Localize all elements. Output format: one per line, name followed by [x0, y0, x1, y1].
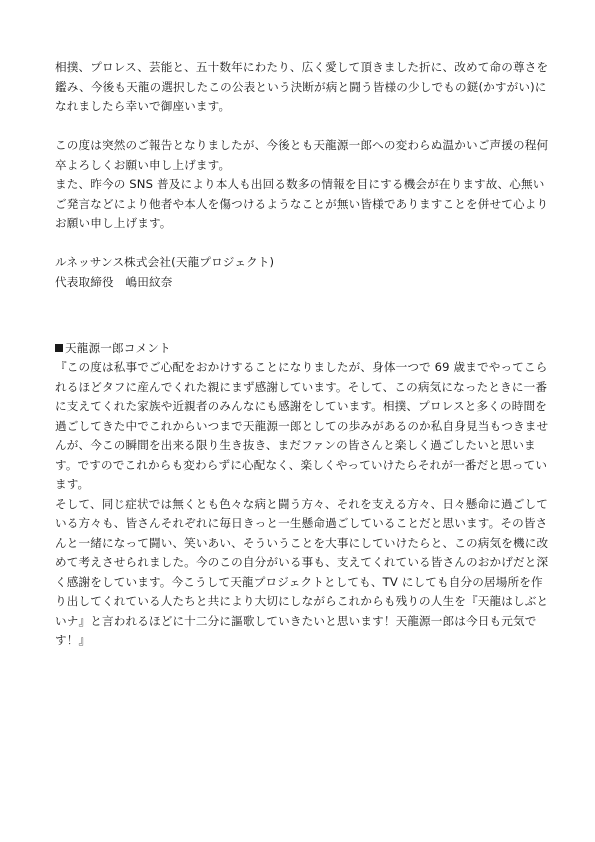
text-line: ご発言などにより他者や本人を傷つけるようなことが無い皆様でありますことを併せて心より — [55, 196, 549, 211]
text-line: 過ごしてきた中でこれからいつまで天龍源一郎としての歩みがあるのか私自身見当もつきませ — [55, 418, 549, 433]
text-line: 鑑み、今後も天龍の選択したこの公表という決断が病と闘う皆様の少しでもの鎹(かすがい)に — [55, 79, 547, 94]
text-line: お願い申し上げます。 — [55, 216, 172, 230]
text-line: ます。 — [55, 477, 90, 491]
text-line: す！』 — [55, 633, 91, 647]
text-line: また、昨今の SNS 普及により本人も出回る数多の情報を目にする機会が在ります故、心無い — [55, 177, 545, 191]
text-line: に支えてくれた家族や近親者のみんなにも感謝をしています。相撲、プロレスと多くの時間を — [55, 399, 547, 413]
text-line: この度は突然のご報告となりましたが、今後とも天龍源一郎への変わらぬ温かいご声援の程何 — [55, 138, 549, 152]
text-line: り出してくれている人たちと共により大切にしながらこれからも残りの人生を『天龍はしぶと — [55, 594, 549, 608]
text-line: なれましたら幸いで御座います。 — [55, 99, 231, 113]
signature-block — [55, 253, 550, 292]
text-line: いる方々も、皆さんそれぞれに毎日きっと一生懸命過ごしていることだと思います。その皆さ — [55, 516, 548, 530]
document-page — [55, 58, 550, 651]
text-line: 相撲、プロレス、芸能と、五十数年にわたり、広く愛して頂きました折に、改めて命の尊さを — [55, 60, 549, 74]
company-name: ルネッサンス株式会社(天龍プロジェクト) — [55, 255, 275, 269]
text-line: めて考えさせられました。今のこの自分がいる事も、支えてくれている皆さんのおかげだと深 — [55, 555, 549, 569]
text-line: 卒よろしくお願い申し上げます。 — [55, 157, 231, 172]
text-line: そして、同じ症状では無くとも色々な病と闘う方々、それを支える方々、日々懸命に過ごして — [55, 496, 549, 511]
representative-name: 代表取締役 嶋田紋奈 — [55, 274, 173, 289]
text-line: く感謝をしています。今こうして天龍プロジェクトとしても、TV にしても自分の居場所を作 — [55, 574, 543, 589]
text-line: んが、今この瞬間を出来る限り生き抜き、まだファンの皆さんと楽しく過ごしたいと思いま — [55, 438, 536, 452]
comment-paragraph-1 — [55, 358, 550, 495]
comment-paragraph-2 — [55, 495, 550, 651]
comment-section — [55, 339, 550, 651]
text-line: んと一緒になって闘い、笑いあい、そういうことを大事にしていけたらと、この病気を機に改 — [55, 535, 549, 550]
square-bullet-icon — [55, 344, 63, 352]
comment-heading — [55, 339, 550, 359]
comment-heading-text: 天龍源一郎コメント — [65, 340, 171, 355]
text-line: いナ』と言われるほどに十二分に謳歌していきたいと思います！天龍源一郎は今日も元気で — [55, 613, 537, 628]
request-paragraph — [55, 136, 550, 234]
text-line: れるほどタフに産んでくれた親にまず感謝しています。そして、この病気になったときに一番 — [55, 379, 548, 394]
intro-paragraph — [55, 58, 550, 117]
text-line: 『この度は私事でご心配をおかけすることになりましたが、身体一つで 69 歳までやってこら — [55, 360, 548, 374]
text-line: す。ですのでこれからも変わらずに心配なく、楽しくやっていけたらそれが一番だと思ってい — [55, 457, 548, 472]
